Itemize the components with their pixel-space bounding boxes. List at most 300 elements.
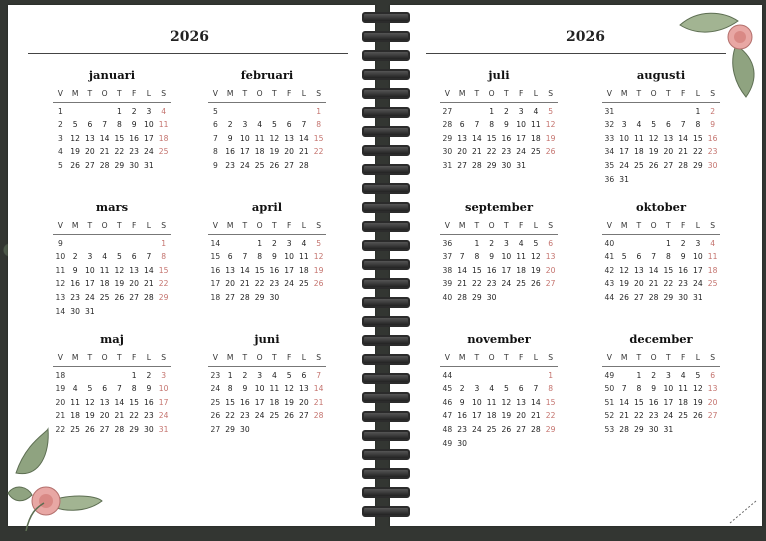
weekday-label: O xyxy=(101,89,108,98)
day-cell: 1 xyxy=(548,370,554,380)
day-cell xyxy=(529,369,544,383)
day-cell: 16 xyxy=(678,265,688,275)
weekday-label: S xyxy=(161,221,167,230)
day-cell: 6 xyxy=(87,120,93,130)
day-cell: 13 xyxy=(516,397,526,407)
day-cell: 1 xyxy=(695,106,701,116)
day-cell: 27 xyxy=(129,292,139,302)
month-name: oktober xyxy=(635,200,687,214)
week-number: 47 xyxy=(442,411,453,421)
weekday-label: L xyxy=(146,353,151,362)
day-cell: 25 xyxy=(70,424,80,434)
day-cell: 5 xyxy=(621,252,627,262)
day-cell: 19 xyxy=(648,147,659,157)
spiral-coil xyxy=(358,126,410,135)
day-cell: 30 xyxy=(457,438,467,448)
week-row xyxy=(53,118,171,132)
weekday-label: V xyxy=(57,221,63,230)
day-cell: 14 xyxy=(678,133,688,143)
day-cell: 18 xyxy=(707,265,718,275)
weekday-label: S xyxy=(161,353,167,362)
spiral-coil xyxy=(358,373,410,382)
weekday-label: L xyxy=(533,221,538,230)
day-cell: 6 xyxy=(665,120,671,130)
weekday-label: S xyxy=(710,221,716,230)
week-number: 9 xyxy=(212,160,218,170)
weekday-label: T xyxy=(666,353,671,362)
week-number: 36 xyxy=(604,174,615,184)
day-cell: 11 xyxy=(158,120,169,130)
spiral-coil xyxy=(358,221,410,230)
day-cell: 24 xyxy=(85,292,95,302)
spiral-coil xyxy=(358,354,410,363)
day-cell: 5 xyxy=(651,120,657,130)
weekday-label: F xyxy=(518,221,524,230)
day-cell xyxy=(705,423,720,437)
day-cell: 20 xyxy=(457,147,467,157)
month-grid xyxy=(208,351,326,437)
day-cell: 26 xyxy=(545,147,556,157)
day-cell xyxy=(297,105,312,119)
week-row xyxy=(208,382,326,396)
weekday-label: F xyxy=(286,89,292,98)
day-cell: 15 xyxy=(129,397,139,407)
day-cell: 25 xyxy=(634,160,644,170)
month-name: april xyxy=(251,200,283,214)
spiral-coil xyxy=(358,278,410,287)
day-cell: 18 xyxy=(269,397,280,407)
day-cell: 26 xyxy=(114,292,125,302)
week-row xyxy=(208,250,326,264)
day-cell: 3 xyxy=(621,120,627,130)
day-cell: 15 xyxy=(225,397,235,407)
day-cell: 2 xyxy=(503,106,509,116)
day-cell: 20 xyxy=(634,279,644,289)
day-cell: 31 xyxy=(516,160,526,170)
weekday-label: V xyxy=(444,89,450,98)
weekday-label: T xyxy=(272,89,277,98)
day-cell: 13 xyxy=(457,133,467,143)
spiral-coil xyxy=(358,411,410,420)
day-cell: 3 xyxy=(242,120,248,130)
day-cell: 1 xyxy=(316,106,322,116)
day-cell: 5 xyxy=(87,384,93,394)
day-cell: 19 xyxy=(531,265,541,275)
day-cell: 25 xyxy=(158,147,169,157)
week-row xyxy=(208,291,326,305)
month-grid xyxy=(53,87,171,173)
month-september xyxy=(440,199,558,305)
day-cell: 24 xyxy=(619,160,629,170)
day-cell: 7 xyxy=(102,120,108,130)
day-cell: 4 xyxy=(489,384,495,394)
month-november xyxy=(440,331,558,450)
weekday-header xyxy=(440,219,558,233)
week-row xyxy=(53,159,171,173)
weekday-label: O xyxy=(256,89,263,98)
week-number: 17 xyxy=(210,279,221,289)
day-cell: 2 xyxy=(131,106,137,116)
day-cell: 21 xyxy=(678,147,688,157)
day-cell: 18 xyxy=(634,147,644,157)
day-cell: 7 xyxy=(533,384,539,394)
day-cell xyxy=(484,369,499,383)
weekday-label: S xyxy=(710,353,716,362)
header-divider xyxy=(440,366,558,367)
day-cell: 8 xyxy=(489,120,495,130)
day-cell: 15 xyxy=(663,265,674,275)
header-divider xyxy=(440,102,558,103)
day-cell: 8 xyxy=(257,252,263,262)
day-cell: 15 xyxy=(693,133,703,143)
month-name: januari xyxy=(88,68,136,82)
weekday-label: S xyxy=(710,89,716,98)
day-cell xyxy=(112,369,127,383)
day-cell: 20 xyxy=(545,265,556,275)
day-cell: 31 xyxy=(619,174,629,184)
day-cell xyxy=(632,173,647,187)
weekday-header xyxy=(53,219,171,233)
day-cell: 4 xyxy=(257,120,263,130)
day-cell: 12 xyxy=(114,265,125,275)
day-cell: 17 xyxy=(693,265,703,275)
day-cell xyxy=(252,423,267,437)
week-row xyxy=(440,264,558,278)
weekday-label: T xyxy=(117,221,122,230)
day-cell: 27 xyxy=(225,292,235,302)
month-juni xyxy=(208,331,326,437)
weekday-label: O xyxy=(256,221,263,230)
day-cell: 7 xyxy=(680,120,686,130)
weekday-label: T xyxy=(242,353,248,362)
day-cell: 9 xyxy=(680,252,686,262)
day-cell xyxy=(238,237,253,251)
week-number: 42 xyxy=(604,265,615,275)
day-cell: 2 xyxy=(242,370,248,380)
day-cell xyxy=(97,237,112,251)
day-cell: 4 xyxy=(102,252,108,262)
month-name: mars xyxy=(95,200,129,214)
week-row xyxy=(602,396,720,410)
header-divider xyxy=(602,234,720,235)
day-cell xyxy=(142,305,157,319)
day-cell: 11 xyxy=(516,252,526,262)
day-cell xyxy=(112,305,127,319)
weekday-label: O xyxy=(101,353,108,362)
day-cell: 1 xyxy=(131,370,137,380)
day-cell: 30 xyxy=(501,160,512,170)
day-cell: 12 xyxy=(648,133,659,143)
week-number: 9 xyxy=(57,238,63,248)
day-cell: 14 xyxy=(472,133,482,143)
day-cell: 20 xyxy=(516,411,526,421)
day-cell: 4 xyxy=(533,106,539,116)
day-cell: 23 xyxy=(225,160,235,170)
day-cell: 4 xyxy=(680,370,686,380)
day-cell: 21 xyxy=(240,279,250,289)
day-cell: 25 xyxy=(269,411,280,421)
day-cell: 13 xyxy=(299,384,309,394)
weekday-label: S xyxy=(316,221,322,230)
week-number: 7 xyxy=(212,133,218,143)
day-cell xyxy=(156,305,171,319)
day-cell: 16 xyxy=(225,147,235,157)
weekday-header xyxy=(602,351,720,365)
spiral-coil xyxy=(358,12,410,21)
week-number: 29 xyxy=(442,133,453,143)
spiral-coil xyxy=(358,392,410,401)
day-cell: 14 xyxy=(619,397,629,407)
day-cell: 29 xyxy=(545,424,556,434)
day-cell xyxy=(484,437,499,451)
day-cell: 26 xyxy=(619,292,629,302)
day-cell: 29 xyxy=(114,160,125,170)
weekday-label: V xyxy=(606,353,612,362)
month-januari xyxy=(53,67,171,173)
day-cell: 3 xyxy=(161,370,167,380)
day-cell: 19 xyxy=(85,411,95,421)
header-divider xyxy=(53,102,171,103)
day-cell: 5 xyxy=(72,120,78,130)
day-cell xyxy=(156,159,171,173)
day-cell: 16 xyxy=(501,133,512,143)
week-number: 14 xyxy=(210,238,221,248)
week-number: 14 xyxy=(55,306,66,316)
week-row xyxy=(208,396,326,410)
day-cell: 15 xyxy=(486,133,497,143)
day-cell: 12 xyxy=(269,133,280,143)
day-cell: 7 xyxy=(242,252,248,262)
left-year-rule xyxy=(28,53,348,54)
day-cell: 10 xyxy=(254,384,265,394)
day-cell: 5 xyxy=(271,120,277,130)
day-cell: 17 xyxy=(663,397,674,407)
spiral-coil xyxy=(358,31,410,40)
day-cell: 15 xyxy=(634,397,644,407)
left-year: 2026 xyxy=(170,29,209,45)
week-number: 15 xyxy=(210,252,221,262)
week-row xyxy=(53,264,171,278)
day-cell: 28 xyxy=(472,160,482,170)
month-april xyxy=(208,199,326,305)
weekday-label: F xyxy=(286,221,292,230)
day-cell: 24 xyxy=(284,279,294,289)
day-cell: 13 xyxy=(545,252,556,262)
day-cell: 30 xyxy=(240,424,250,434)
week-number: 31 xyxy=(604,106,615,116)
day-cell: 1 xyxy=(636,370,642,380)
day-cell xyxy=(112,237,127,251)
week-row xyxy=(440,159,558,173)
day-cell: 27 xyxy=(457,160,467,170)
spiral-coil xyxy=(358,506,410,515)
week-number: 23 xyxy=(210,370,221,380)
week-row xyxy=(602,250,720,264)
day-cell: 22 xyxy=(472,279,482,289)
day-cell: 9 xyxy=(459,397,465,407)
day-cell: 27 xyxy=(284,160,294,170)
day-cell: 4 xyxy=(636,120,642,130)
spiral-coil xyxy=(358,316,410,325)
day-cell: 19 xyxy=(619,279,629,289)
weekday-label: O xyxy=(650,89,657,98)
day-cell: 24 xyxy=(693,279,703,289)
day-cell: 13 xyxy=(129,265,139,275)
day-cell: 13 xyxy=(284,133,294,143)
week-row xyxy=(440,118,558,132)
week-row xyxy=(208,159,326,173)
week-row xyxy=(53,145,171,159)
day-cell: 19 xyxy=(269,147,280,157)
weekday-label: O xyxy=(101,221,108,230)
month-name: februari xyxy=(240,68,294,82)
day-cell: 23 xyxy=(269,279,280,289)
day-cell: 24 xyxy=(158,411,169,421)
week-number: 26 xyxy=(210,411,221,421)
day-cell: 16 xyxy=(457,411,467,421)
week-row xyxy=(208,145,326,159)
day-cell xyxy=(632,105,647,119)
day-cell: 8 xyxy=(636,384,642,394)
day-cell: 25 xyxy=(516,279,526,289)
week-row xyxy=(440,132,558,146)
week-number: 10 xyxy=(55,252,66,262)
week-row xyxy=(53,277,171,291)
day-cell: 17 xyxy=(284,265,294,275)
day-cell: 22 xyxy=(225,411,235,421)
day-cell xyxy=(617,105,632,119)
week-number: 44 xyxy=(604,292,615,302)
weekday-label: M xyxy=(71,89,79,98)
day-cell xyxy=(661,105,676,119)
day-cell: 16 xyxy=(707,133,718,143)
weekday-label: M xyxy=(458,353,466,362)
spiral-coil xyxy=(358,297,410,306)
weekday-label: T xyxy=(636,353,642,362)
weekday-label: L xyxy=(146,221,151,230)
day-cell: 18 xyxy=(486,411,497,421)
weekday-label: L xyxy=(301,353,306,362)
week-number: 20 xyxy=(55,397,66,407)
day-cell: 27 xyxy=(516,424,526,434)
weekday-label: F xyxy=(286,353,292,362)
day-cell: 18 xyxy=(531,133,541,143)
day-cell: 14 xyxy=(313,384,324,394)
day-cell: 12 xyxy=(85,397,95,407)
day-cell: 31 xyxy=(158,424,169,434)
day-cell: 2 xyxy=(651,370,657,380)
week-number: 5 xyxy=(57,160,63,170)
weekday-label: T xyxy=(242,89,248,98)
week-row xyxy=(602,118,720,132)
day-cell: 15 xyxy=(114,133,125,143)
day-cell: 18 xyxy=(254,147,265,157)
spiral-coil xyxy=(358,202,410,211)
weekday-label: T xyxy=(666,221,671,230)
day-cell xyxy=(127,305,142,319)
week-number: 37 xyxy=(442,252,453,262)
day-cell: 28 xyxy=(114,424,125,434)
week-row xyxy=(602,159,720,173)
week-row xyxy=(208,237,326,251)
week-row xyxy=(208,423,326,437)
day-cell: 7 xyxy=(116,384,122,394)
weekday-label: M xyxy=(71,353,79,362)
day-cell: 27 xyxy=(707,411,718,421)
day-cell: 29 xyxy=(663,292,674,302)
day-cell: 14 xyxy=(531,397,541,407)
day-cell xyxy=(267,105,282,119)
day-cell: 21 xyxy=(99,147,110,157)
day-cell: 10 xyxy=(144,120,154,130)
weekday-label: F xyxy=(518,353,524,362)
week-row xyxy=(440,437,558,451)
day-cell: 10 xyxy=(85,265,95,275)
day-cell xyxy=(97,305,112,319)
day-cell: 1 xyxy=(489,106,495,116)
day-cell: 17 xyxy=(158,397,169,407)
day-cell: 18 xyxy=(99,279,110,289)
week-row xyxy=(208,132,326,146)
day-cell: 23 xyxy=(457,424,467,434)
week-number: 19 xyxy=(55,384,66,394)
day-cell xyxy=(499,437,514,451)
day-cell xyxy=(676,173,691,187)
day-cell: 7 xyxy=(651,252,657,262)
day-cell: 14 xyxy=(457,265,467,275)
day-cell: 8 xyxy=(695,120,701,130)
day-cell: 23 xyxy=(70,292,80,302)
day-cell: 10 xyxy=(284,252,294,262)
spiral-coil xyxy=(358,88,410,97)
day-cell: 14 xyxy=(240,265,250,275)
day-cell: 4 xyxy=(518,238,524,248)
day-cell: 22 xyxy=(254,279,265,289)
weekday-header xyxy=(208,87,326,101)
day-cell: 5 xyxy=(316,238,322,248)
day-cell xyxy=(68,237,83,251)
day-cell xyxy=(282,291,297,305)
day-cell: 22 xyxy=(663,279,674,289)
weekday-label: L xyxy=(533,89,538,98)
weekday-label: L xyxy=(695,89,700,98)
day-cell: 21 xyxy=(531,411,541,421)
weekday-header xyxy=(602,219,720,233)
day-cell: 22 xyxy=(313,147,324,157)
week-number: 3 xyxy=(57,133,63,143)
month-grid xyxy=(440,87,558,173)
day-cell xyxy=(543,159,558,173)
day-cell: 24 xyxy=(144,147,154,157)
weekday-label: V xyxy=(212,353,218,362)
day-cell: 11 xyxy=(678,384,688,394)
day-cell: 26 xyxy=(284,411,294,421)
day-cell xyxy=(470,437,485,451)
weekday-header xyxy=(208,219,326,233)
week-row xyxy=(53,369,171,383)
week-row xyxy=(440,423,558,437)
week-row xyxy=(53,396,171,410)
day-cell: 1 xyxy=(161,238,167,248)
week-row xyxy=(53,105,171,119)
weekday-label: V xyxy=(606,89,612,98)
month-name: juni xyxy=(254,332,280,346)
day-cell: 2 xyxy=(489,238,495,248)
weekday-label: T xyxy=(87,221,93,230)
weekday-label: V xyxy=(212,221,218,230)
day-cell: 29 xyxy=(158,292,169,302)
week-number: 50 xyxy=(604,384,615,394)
